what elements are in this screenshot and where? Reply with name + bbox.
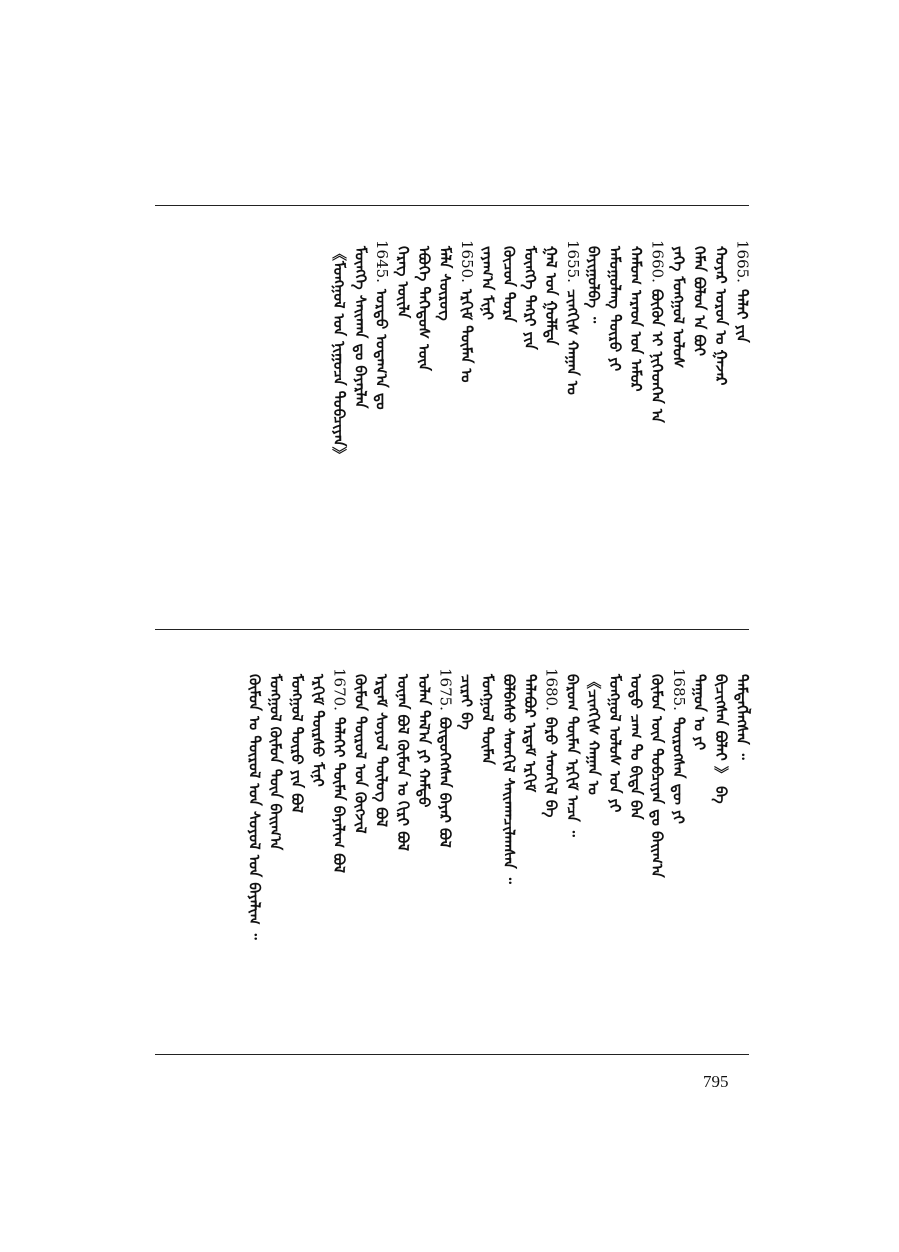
verse-text: ᠳᠠᠯᠠᠢ ᠶᠢᠨ <box>733 288 751 343</box>
verse-line <box>712 240 730 385</box>
verse-text: 《ᠮᠣᠩᠭᠣᠯ ᠤᠨ ᠨᠢᠭᠤᠴᠠ ᠲᠣᠪᠴᠢᠶᠠᠨ》 <box>330 246 349 462</box>
verse-text: ᠪᠦᠲᠦᠭᠡᠭᠰᠡᠨ ᠪᠠᠶᠠᠷ ᠪᠣᠯ <box>436 716 455 848</box>
verse-line <box>669 668 687 824</box>
verse-text: 《ᠴᠢᠩᠭᠢᠰ ᠬᠠᠭᠠᠨ ᠤ <box>584 674 603 795</box>
verse-line <box>669 240 687 368</box>
verse-text: ᠵᠠᠶᠠᠭ᠎ᠠ ᠮᠢᠨᠢ <box>478 246 497 320</box>
verse-line <box>733 668 751 760</box>
verse-text: ᠬᠡᠮᠡᠨ ᠪᠣᠯᠣᠨ ᠠ ᠪᠣᠢ <box>690 246 709 357</box>
verse-text: ᠶᠡᠬᠡ ᠮᠣᠩᠭᠣᠯ ᠤᠯᠤᠰ <box>669 246 688 369</box>
verse-text: ᠮᠣᠩᠭᠣᠯ ᠬᠦᠮᠦᠨ ᠳᠦᠨ ᠪᠠᠢᠭ᠎ᠠ <box>266 674 285 851</box>
verse-text: ᠮᠣᠩᠭᠣᠯ ᠲᠥᠷᠥ ᠶᠢᠨ ᠪᠣᠯ <box>287 674 306 813</box>
verse-line <box>351 240 369 408</box>
line-number: 1655. <box>563 240 582 283</box>
verse-line <box>436 240 454 321</box>
verse-text: ᠬᠦᠮᠦᠨ ᠦᠨ ᠲᠣᠪᠴᠢᠶᠠᠨ ᠳᠤ ᠪᠠᠢᠭ᠎ᠠ <box>648 674 667 878</box>
verse-text: ᠡᠪᠦᠭᠡ ᠳᠡᠭᠡᠳᠦᠰ ᠦᠨ <box>415 246 433 371</box>
verse-line <box>585 240 603 323</box>
verse-line <box>245 668 263 940</box>
verse-line <box>563 668 581 837</box>
verse-line <box>288 668 306 813</box>
verse-text: ᠮᠣᠩᠭᠣᠯ ᠤᠯᠤᠰ ᠤᠨ ᠶᠢ <box>605 674 624 813</box>
line-number: 1650. <box>457 240 476 283</box>
line-number: 1645. <box>373 240 392 283</box>
verse-text: ᠡᠷᠳᠡᠮ ᠰᠣᠶᠣᠯ ᠲᠥᠯᠥᠭ ᠪᠣᠯ <box>372 674 391 827</box>
verse-text: ᠡᠷᠬᠢᠮ ᠳᠦᠷᠰᠦ ᠮᠢᠨᠢ <box>309 674 327 787</box>
verse-text: ᠪᠠᠶᠢᠭᠤᠯᠪᠠ ᠃ <box>584 246 603 324</box>
verse-text: ᠮᠣᠩᠭᠣᠯ ᠲᠦᠮᠡᠨ <box>478 674 497 765</box>
bottom-rule <box>155 1054 749 1055</box>
verse-line <box>648 240 666 423</box>
verse-text: ᠳᠡᠯᠡᠬᠡᠢ ᠳᠦᠮᠡᠨ ᠪᠠᠶᠠᠯᠢᠭ ᠪᠣᠯ <box>330 716 349 873</box>
verse-line <box>648 668 666 878</box>
verse-line <box>309 668 327 787</box>
verse-text: ᠪᠣᠯᠪᠠᠰᠤ ᠰᠡᠳᠬᠢᠯ ᠰᠠᠢᠬᠠᠨᠴᠢᠯᠠᠭᠰᠠᠨ ᠃ <box>499 674 518 884</box>
verse-line <box>521 668 539 792</box>
line-number: 1660. <box>648 240 667 283</box>
verse-section-2 <box>150 668 750 1048</box>
verse-line <box>712 668 730 804</box>
verse-line <box>733 240 751 343</box>
verse-line <box>415 240 433 371</box>
verse-text: ᠠᠮᠤᠭᠤᠯᠠᠩ ᠲᠥᠷᠥ ᠶᠢ <box>605 246 624 372</box>
verse-text: ᠬᠣᠶᠠᠷ ᠣᠷᠣᠨ ᠤ ᠭᠠᠵᠠᠷ <box>711 246 730 386</box>
verse-text: ᠬᠦᠴᠦᠨ ᠳᠣᠷᠠ <box>499 246 518 323</box>
verse-line <box>373 240 391 410</box>
verse-text: ᠲᠡᠮᠳᠡᠭᠯᠡᠭᠰᠡᠨ ᠃ <box>733 674 751 760</box>
verse-line <box>563 240 581 395</box>
verse-line <box>585 668 603 795</box>
verse-line <box>691 240 709 356</box>
line-number: 1670. <box>330 668 349 711</box>
verse-section-1 <box>150 240 750 620</box>
verse-line <box>457 668 475 730</box>
middle-rule <box>155 629 749 630</box>
verse-line <box>542 668 560 817</box>
verse-text: ᠳᠠᠭᠤᠨ ᠤ ᠶᠢ <box>690 674 709 751</box>
verse-text: ᠪᠢᠴᠢᠭᠰᠡᠨ ᠪᠣᠯᠠᠢ 》 ᠪᠠ <box>711 674 730 804</box>
verse-text: ᠴᠢᠷᠠᠢ ᠪᠠ <box>457 674 476 730</box>
verse-line <box>627 668 645 820</box>
verse-text: ᠬᠡᠷᠡᠭ ᠦᠢᠯᠡ <box>393 246 412 319</box>
verse-text: ᠮᠥᠩᠬᠡ ᠰᠠᠢᠬᠠᠨ ᠳᠤ ᠪᠠᠶᠠᠷᠯᠠᠨ <box>351 246 370 409</box>
verse-text: ᠮᠥᠩᠬᠡ ᠲᠩᠷᠢ ᠶᠢᠨ <box>521 246 539 350</box>
line-number: 1685. <box>669 668 688 711</box>
verse-text: ᠲᠦᠷᠦᠭᠰᠡᠨ ᠳᠦ ᠶᠢ <box>669 716 688 824</box>
verse-text: ᠴᠢᠩᠭᠢᠰ ᠬᠠᠭᠠᠨ ᠤ <box>563 288 582 395</box>
line-number: 1680. <box>542 668 561 711</box>
verse-line <box>415 668 433 807</box>
verse-line <box>479 668 497 765</box>
verse-text: ᠪᠠᠷᠤᠭ ᠲᠦᠮᠡᠨ ᠡᠷᠬᠢᠮ ᠠᠴᠠ ᠃ <box>563 674 582 837</box>
verse-text: ᠡᠷᠬᠢᠮ ᠲᠦᠮᠡᠨ ᠣ <box>457 288 476 383</box>
verse-line <box>436 668 454 848</box>
line-number: 1675. <box>436 668 455 711</box>
verse-line <box>394 668 412 851</box>
verse-text: ᠬᠦᠮᠦᠨ ᠲᠥᠷᠥᠯ ᠤᠨ ᠬᠥᠭᠵᠢᠯ <box>351 674 370 834</box>
page-number: 795 <box>703 1072 729 1091</box>
verse-line <box>479 240 497 320</box>
verse-line <box>457 240 475 382</box>
line-number: 1665. <box>733 240 752 283</box>
verse-text: ᠭᠠᠯ ᠤᠨ ᠭᠣᠯᠮᠲᠠ <box>542 246 561 346</box>
verse-line <box>500 240 518 322</box>
verse-text: ᠪᠠᠷᠤ ᠰᠡᠳᠬᠢᠯ ᠪᠠ <box>542 716 561 818</box>
verse-text: ᠲᠠᠯᠠᠪᠤᠷ ᠡᠷᠳᠡᠮ ᠡᠷᠬᠢᠮ <box>521 674 539 793</box>
verse-line <box>330 240 348 462</box>
verse-text: ᠣᠯᠠᠨ ᠲᠠᠯ᠎ᠠ ᠶᠢ ᠬᠠᠮᠲᠤ <box>415 674 433 808</box>
verse-line <box>500 668 518 884</box>
verse-text: ᠤᠷᠲᠤ ᠤᠳᠠᠭ᠎ᠠ ᠳᠤ <box>372 288 391 410</box>
verse-text: ᠮᠠᠯᠠ ᠰᠦᠷᠦᠭ <box>436 246 455 321</box>
verse-line <box>542 240 560 345</box>
verse-text: ᠣᠳᠣ ᠴᠠᠭ ᠲᠤ ᠪᠢᠳᠡ ᠪᠠᠨ <box>627 674 645 820</box>
verse-line <box>627 240 645 392</box>
verse-text: ᠬᠠᠮᠤᠭ ᠠᠷᠠᠳ ᠤᠨ ᠠᠮᠤᠷ <box>627 246 645 392</box>
verse-line <box>691 668 709 750</box>
verse-line <box>606 240 624 371</box>
verse-line <box>267 668 285 850</box>
verse-line <box>351 668 369 834</box>
verse-line <box>394 240 412 318</box>
verse-text: ᠪᠦᠬᠦᠨ ᠢ ᠨᠢᠭᠡᠳᠬᠡᠨ ᠠ <box>648 288 667 423</box>
verse-line <box>373 668 391 827</box>
verse-text: ᠬᠦᠮᠦᠨ ᠤ ᠲᠥᠷᠥᠯ ᠤᠨ ᠰᠣᠶᠣᠯ ᠤᠨ ᠪᠠᠶᠠᠯᠢᠭ ᠃ <box>245 674 264 940</box>
top-rule <box>155 205 749 206</box>
verse-line <box>330 668 348 873</box>
verse-line <box>606 668 624 812</box>
verse-line <box>521 240 539 350</box>
verse-text: ᠦᠨᠡᠨ ᠪᠣᠯ ᠬᠦᠮᠦᠨ ᠤ ᠬᠢᠷᠢ ᠪᠣᠯ <box>393 674 412 851</box>
